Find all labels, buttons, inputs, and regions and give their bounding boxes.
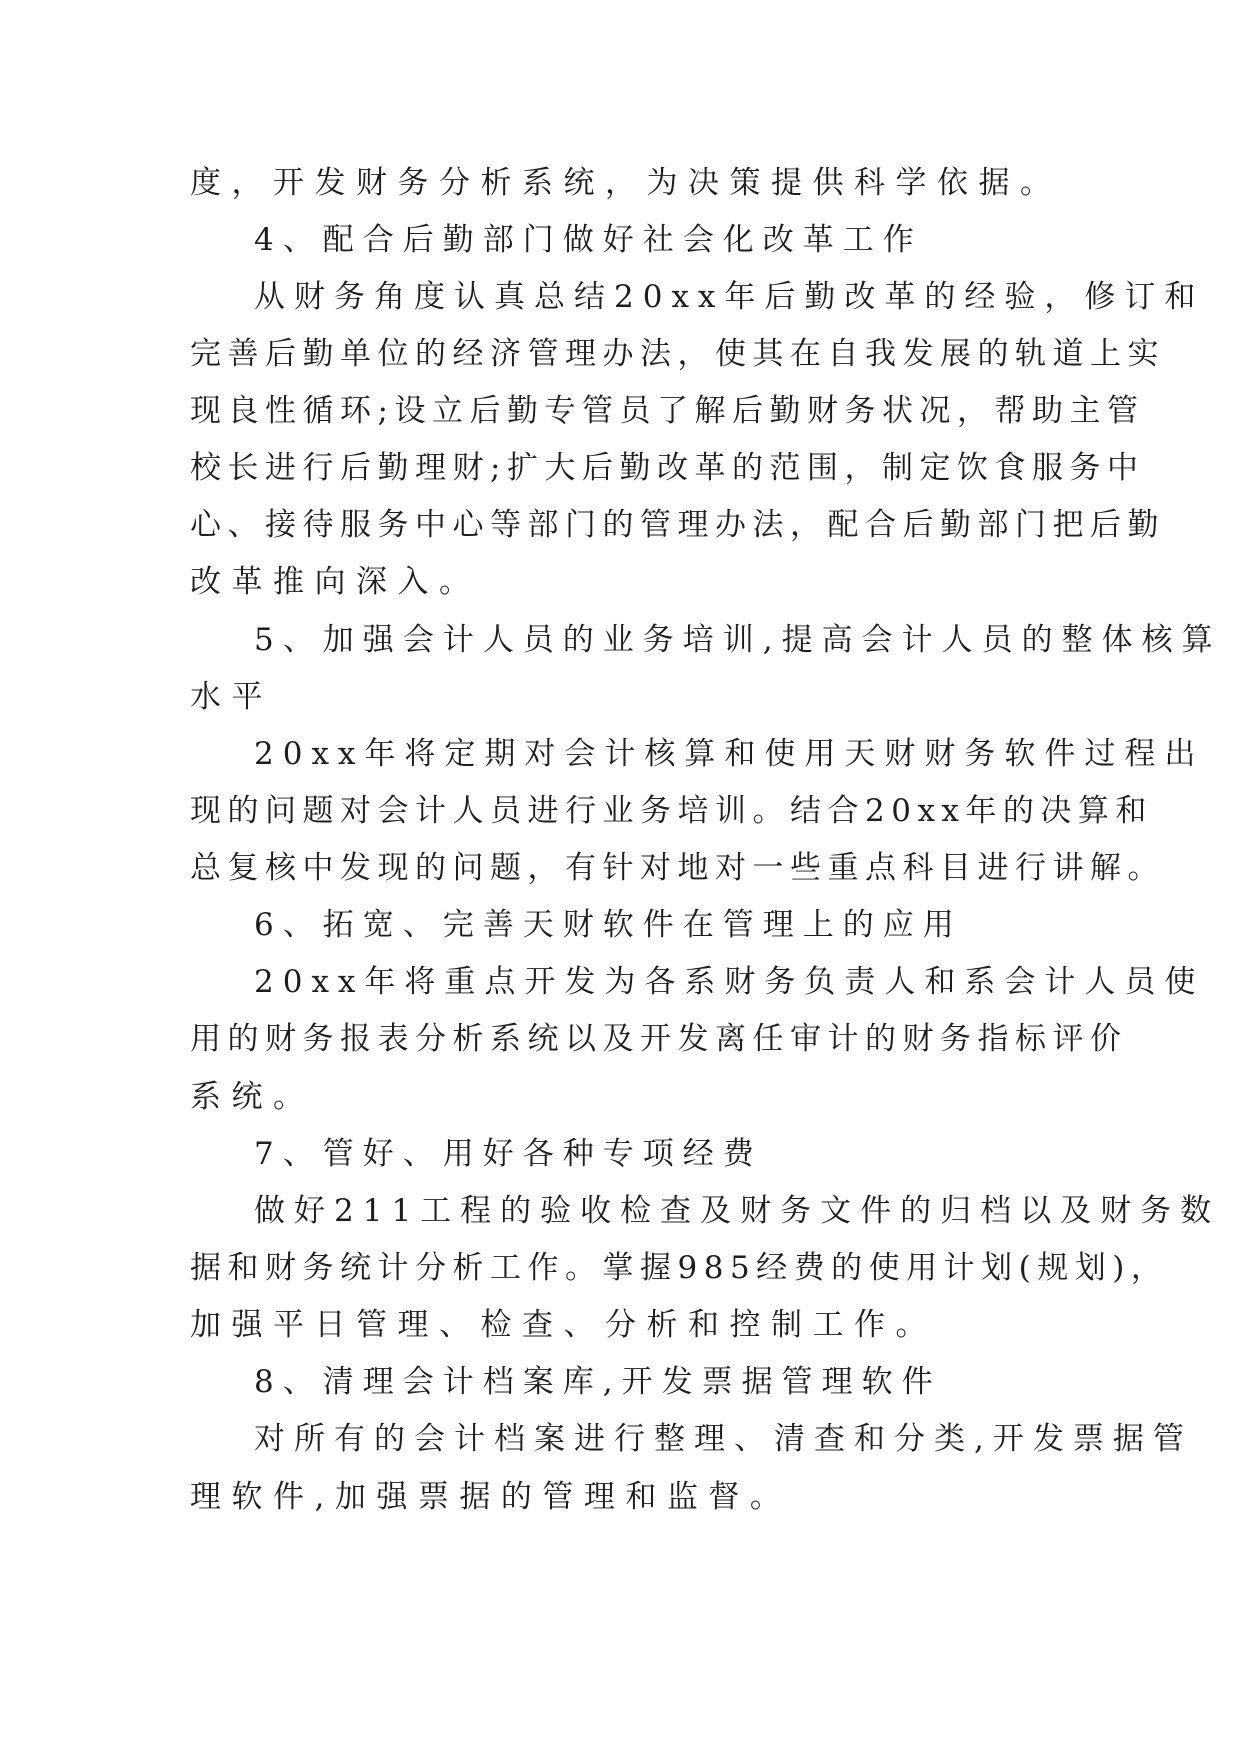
text-line: 理软件,加强票据的管理和监督。 bbox=[190, 1479, 792, 1515]
section-heading: 4、配合后勤部门做好社会化改革工作 bbox=[254, 222, 923, 258]
text-line: 心、接待服务中心等部门的管理办法，配合后勤部门把后勤 bbox=[190, 507, 1165, 543]
text-line: 20xx年将定期对会计核算和使用天财财务软件过程出 bbox=[254, 736, 1205, 772]
text-line: 校长进行后勤理财;扩大后勤改革的范围，制定饮食服务中 bbox=[190, 450, 1145, 486]
section-heading: 7、管好、用好各种专项经费 bbox=[254, 1136, 763, 1172]
text-line: 度，开发财务分析系统，为决策提供科学依据。 bbox=[190, 165, 1062, 201]
text-line: 总复核中发现的问题，有针对地对一些重点科目进行讲解。 bbox=[190, 850, 1165, 886]
text-line: 现良性循环;设立后勤专管员了解后勤财务状况，帮助主管 bbox=[190, 393, 1145, 429]
text-line: 20xx年将重点开发为各系财务负责人和系会计人员使 bbox=[254, 964, 1205, 1000]
text-line: 对所有的会计档案进行整理、清查和分类,开发票据管 bbox=[254, 1421, 1193, 1457]
text-line: 完善后勤单位的经济管理办法，使其在自我发展的轨道上实 bbox=[190, 336, 1165, 372]
section-heading: 5、加强会计人员的业务培训,提高会计人员的整体核算 bbox=[254, 622, 1222, 658]
text-line: 从财务角度认真总结20xx年后勤改革的经验，修订和 bbox=[254, 279, 1205, 315]
text-line: 现的问题对会计人员进行业务培训。结合20xx年的决算和 bbox=[190, 793, 1153, 829]
text-line: 据和财务统计分析工作。掌握985经费的使用计划(规划)， bbox=[190, 1250, 1169, 1286]
section-heading: 水平 bbox=[190, 679, 273, 715]
text-line: 用的财务报表分析系统以及开发离任审计的财务指标评价 bbox=[190, 1021, 1128, 1057]
text-line: 改革推向深入。 bbox=[190, 564, 481, 600]
section-heading: 6、拓宽、完善天财软件在管理上的应用 bbox=[254, 907, 963, 943]
text-line: 加强平日管理、检查、分析和控制工作。 bbox=[190, 1307, 937, 1343]
section-heading: 8、清理会计档案库,开发票据管理软件 bbox=[254, 1364, 942, 1400]
text-line: 系统。 bbox=[190, 1079, 315, 1115]
text-line: 做好211工程的验收检查及财务文件的归档以及财务数 bbox=[254, 1193, 1221, 1229]
